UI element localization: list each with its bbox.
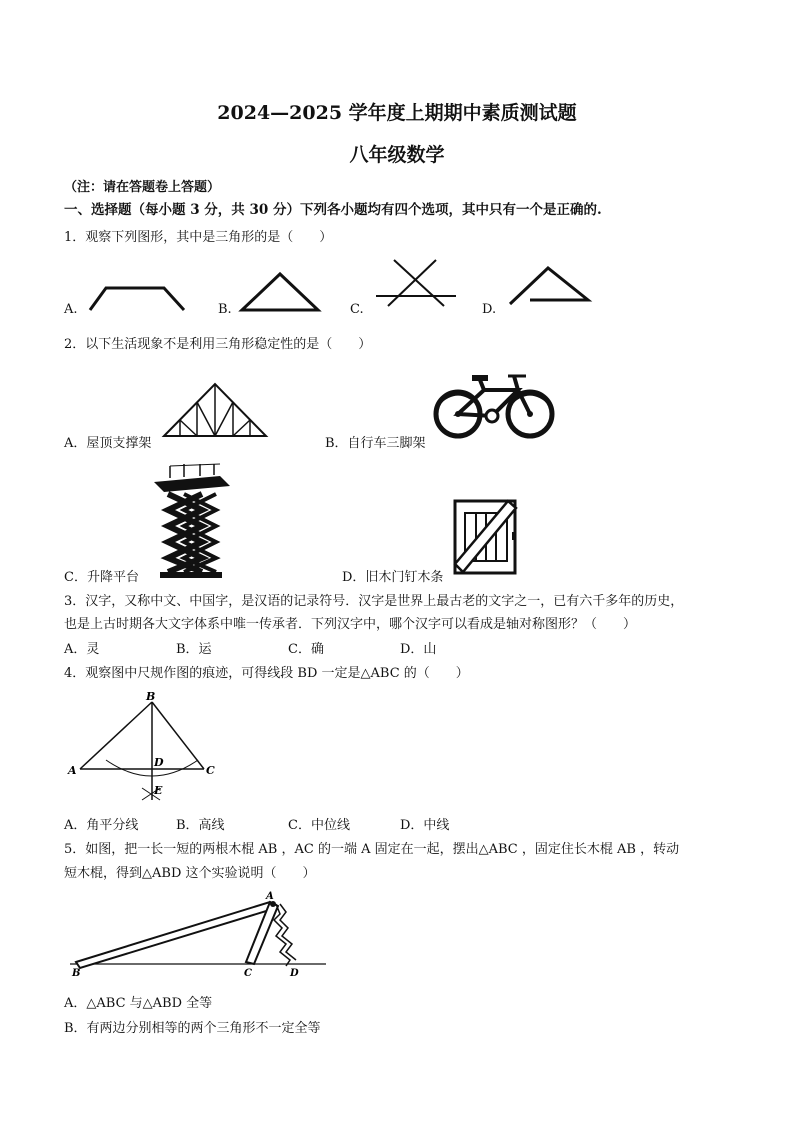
q3-option-d: D．山 [400,642,437,657]
q4-label-c: C [206,764,215,777]
q5-line1: 5．如图，把一长一短的两根木棍 AB ，AC 的一端 A 固定在一起，摆出△ABC ，固定住长木棍 AB ，转动 [64,842,680,857]
q2-option-b: B．自行车三脚架 [325,436,426,451]
q3-option-a: A．灵 [64,642,100,657]
exam-note: （注：请在答题卷上答题） [64,180,221,195]
q4-option-d: D．中线 [400,818,450,833]
q2-option-c: C．升降平台 [64,570,139,585]
q5-label-d: D [290,968,299,979]
q5-label-a: A [266,891,274,902]
q4-option-a: A．角平分线 [64,818,139,833]
q1-option-d: D. [482,302,497,317]
q1-option-c: C. [350,302,364,317]
q3-line2: 也是上古时期各大文字体系中唯一传承者．下列汉字中，哪个汉字可以看成是轴对称图形？（ ） [64,617,637,632]
q5-sticks-figure [66,888,332,980]
q5-option-b: B．有两边分别相等的两个三角形不一定全等 [64,1021,321,1036]
q4-label-a: A [68,764,77,777]
bicycle-image [434,370,554,442]
q1-figure-d [506,264,592,308]
lift-platform-image [150,462,232,580]
q4-label-e: E [154,784,163,797]
q5-option-a: A．△ABC 与△ABD 全等 [64,996,213,1011]
q4-stem: 4．观察图中尺规作图的痕迹，可得线段 BD 一定是△ABC 的（ ） [64,666,469,681]
q2-option-a: A．屋顶支撑架 [64,436,152,451]
q4-option-b: B．高线 [176,818,225,833]
q1-figure-b [238,270,322,314]
q1-option-a: A. [64,302,78,317]
q5-line2: 短木棍，得到△ABD 这个实验说明（ ） [64,866,316,881]
q4-label-b: B [146,690,156,703]
q4-construction-figure [66,688,226,810]
q3-line1: 3．汉字，又称中文、中国字，是汉语的记录符号．汉字是世界上最古老的文字之一，已有六千多年的历史， [64,594,684,609]
q4-label-d: D [154,756,164,769]
q1-option-b: B. [218,302,232,317]
section-heading: 一、选择题（每小题 3 分，共 30 分）下列各小题均有四个选项，其中只有一个是正确的. [64,202,602,218]
q3-option-b: B．运 [176,642,212,657]
old-door-image [452,498,520,576]
q3-option-c: C．确 [288,642,324,657]
q1-stem: 1．观察下列图形，其中是三角形的是（ ） [64,230,333,245]
q2-stem: 2．以下生活现象不是利用三角形稳定性的是（ ） [64,337,372,352]
q2-option-d: D．旧木门钉木条 [342,570,444,585]
exam-title: 2024—2025 学年度上期期中素质测试题 [217,102,577,124]
exam-subtitle: 八年级数学 [349,144,445,166]
q1-figure-c [374,258,458,308]
q1-figure-a [88,280,188,314]
roof-truss-image [160,380,270,440]
q4-option-c: C．中位线 [288,818,350,833]
q5-label-c: C [244,968,252,979]
q5-label-b: B [72,968,81,979]
